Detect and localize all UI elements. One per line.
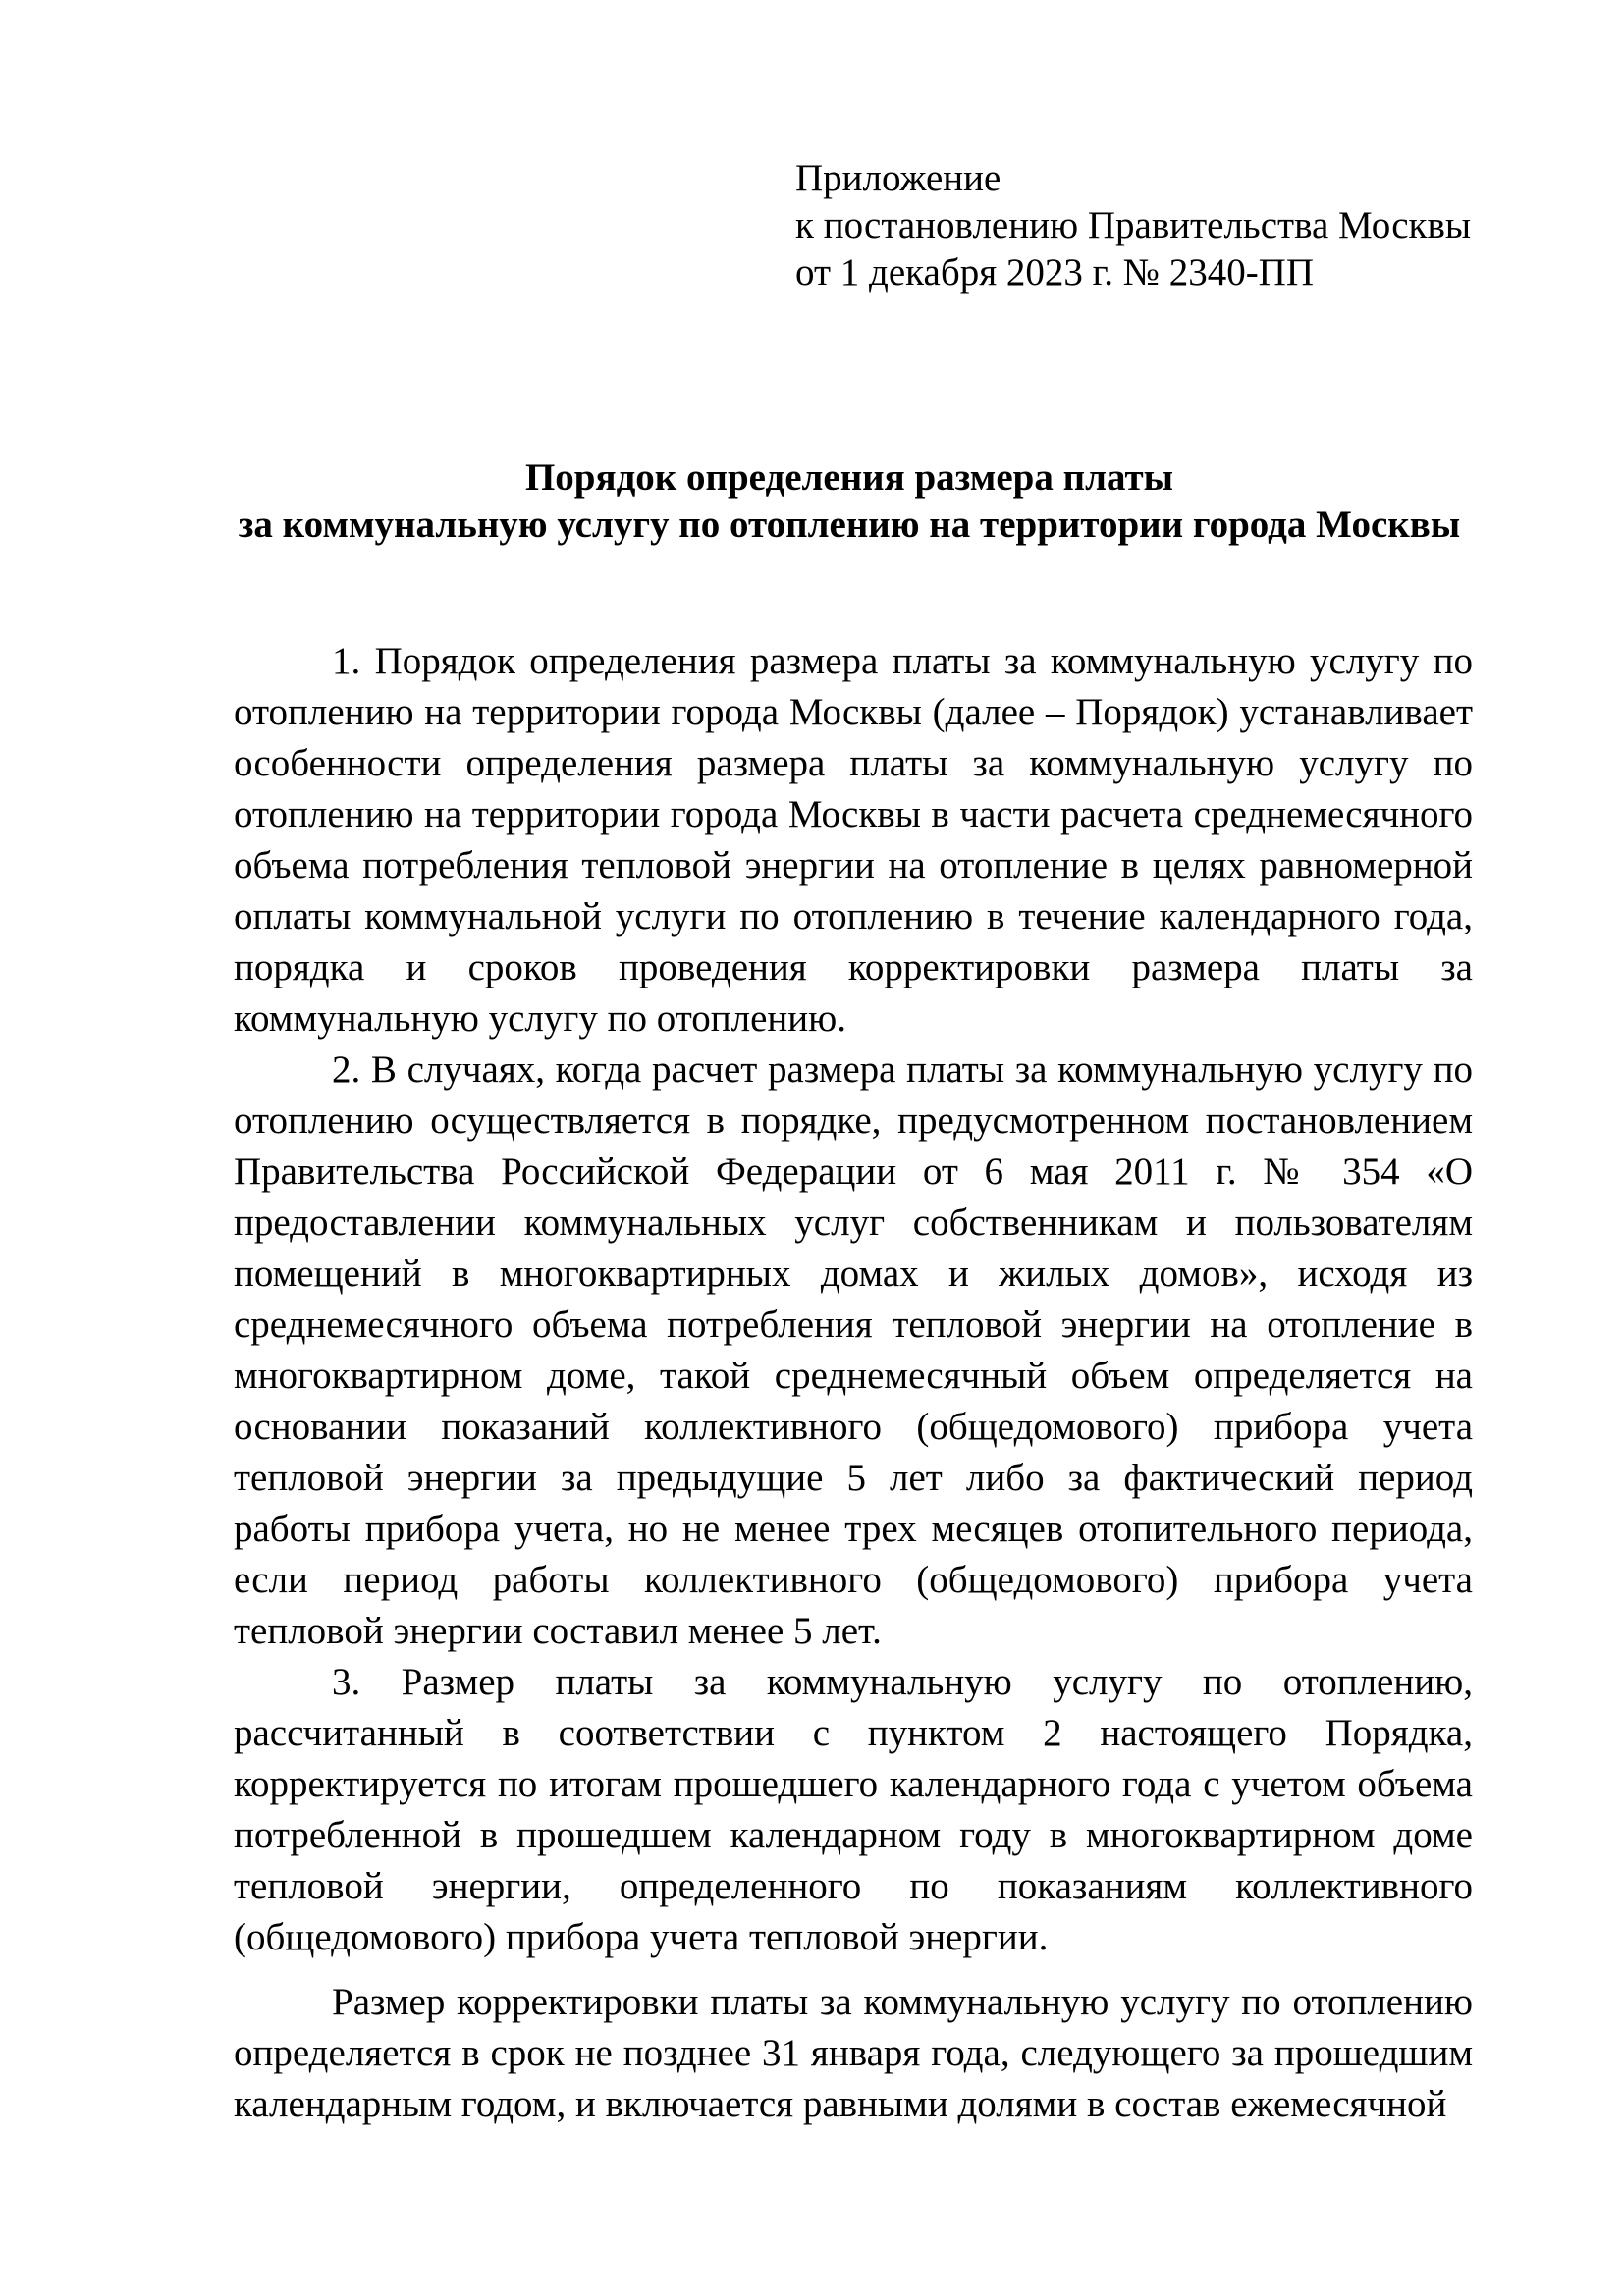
document-title — [226, 454, 1473, 549]
paragraph-1: 1. Порядок определения размера платы за коммунальную услугу по отоплению на территории города Москвы (далее – Порядок) устанавливает особенности определения размера платы за коммунальную услугу по отоплению на территории города Москвы в части расчета среднемесячного объема потребления тепловой энергии на отопление в целях равномерной оплаты коммунальной услуги по отоплению в течение календарного года, порядка и сроков проведения корректировки размера платы за коммунальную услугу по отоплению. — [234, 640, 1473, 1040]
paragraph-4: Размер корректировки платы за коммунальную услугу по отоплению определяется в срок не позднее 31 января года, следующего за прошедшим календарным годом, и включается равными долями в состав ежемесячной — [234, 1981, 1473, 2125]
paragraph-2: 2. В случаях, когда расчет размера платы за коммунальную услугу по отоплению осуществляется в порядке, предусмотренном постановлением Правительства Российской Федерации от 6 мая 2011 г. № 354 «О предоставлении коммунальных услуг собственникам и пользователям помещений в многоквартирных домах и жилых домов», исходя из среднемесячного объема потребления тепловой энергии на отопление в многоквартирном доме, такой среднемесячный объем определяется на основании показаний коллективного (общедомового) прибора учета тепловой энергии за предыдущие 5 лет либо за фактический период работы прибора учета, но не менее трех месяцев отопительного периода, если период работы коллективного (общедомового) прибора учета тепловой энергии составил менее 5 лет. — [234, 1048, 1473, 1652]
annex-line-2: к постановлению Правительства Москвы — [795, 204, 1472, 246]
document-body — [234, 636, 1473, 2130]
paragraph-3: 3. Размер платы за коммунальную услугу по отоплению, рассчитанный в соответствии с пунктом 2 настоящего Порядка, корректируется по итогам прошедшего календарного года с учетом объема потребленной в прошедшем календарном году в многоквартирном доме тепловой энергии, определенного по показаниям коллективного (общедомового) прибора учета тепловой энергии. — [234, 1661, 1473, 1958]
annex-header — [795, 155, 1471, 296]
annex-line-1: Приложение — [795, 157, 1001, 199]
title-line-2: за коммунальную услугу по отоплению на территории города Москвы — [238, 504, 1461, 546]
title-line-1: Порядок определения размера платы — [524, 456, 1174, 499]
annex-line-3: от 1 декабря 2023 г. № 2340-ПП — [795, 251, 1315, 294]
